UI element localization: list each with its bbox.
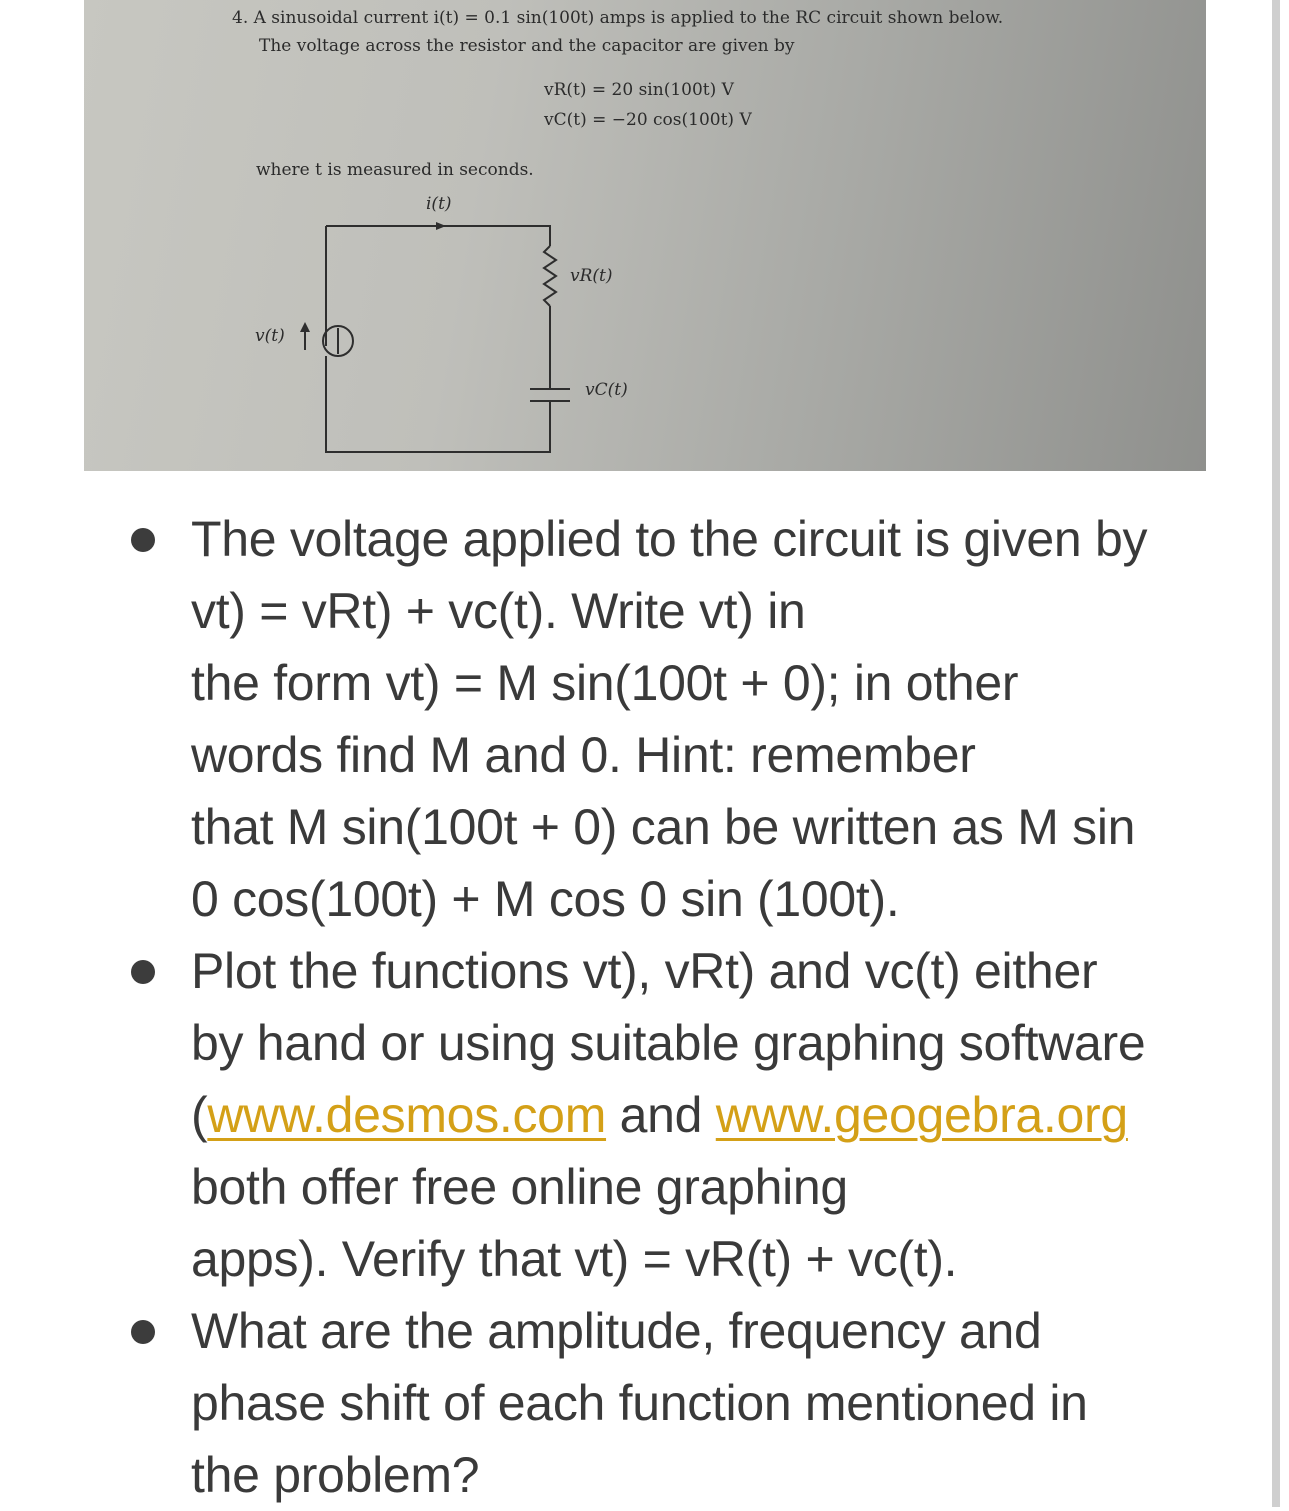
label-source: v(t) [255,326,285,346]
bullet-text [191,935,1266,1295]
text-line: the problem? [191,1447,480,1503]
resistor [544,246,556,306]
text-line: 0 cos(100t) + M cos 0 sin (100t). [191,871,900,927]
bullet-dot [131,960,155,984]
text-line: phase shift of each function mentioned in [191,1375,1088,1431]
equation-vc: vC(t) = −20 cos(100t) V [544,110,752,130]
text-line: that M sin(100t + 0) can be written as M sin [191,799,1136,855]
problem-photo [84,0,1206,471]
bullet-text [191,1295,1266,1511]
text-line: apps). Verify that vt) = vR(t) + vc(t). [191,1231,958,1287]
bottom-wire [326,356,550,452]
rc-circuit-diagram [84,0,1206,471]
label-vc: vC(t) [585,380,628,400]
bullet-text [191,503,1266,935]
where-text: where t is measured in seconds. [256,160,534,180]
bullet-dot [131,1320,155,1344]
text-line: both offer free online graphing [191,1159,848,1215]
geogebra-link[interactable]: www.geogebra.org [715,1087,1128,1143]
label-vr: vR(t) [570,266,613,286]
text-line: What are the amplitude, frequency and [191,1303,1042,1359]
text-line: by hand or using suitable graphing software [191,1015,1146,1071]
scrollbar-track[interactable] [1272,0,1280,1507]
desmos-link[interactable]: www.desmos.com [207,1087,607,1143]
capacitor [530,389,570,401]
text-line: vt) = vRt) + vc(t). Write vt) in [191,583,806,639]
text-line: (www.desmos.com and www.geogebra.org [191,1087,1128,1143]
question-line-1: 4. A sinusoidal current i(t) = 0.1 sin(100t) amps is applied to the RC circuit shown below. [232,8,1004,28]
label-current: i(t) [426,194,452,214]
text-line: the form vt) = M sin(100t + 0); in other [191,655,1019,711]
question-line-2: The voltage across the resistor and the capacitor are given by [259,36,795,56]
text-line: Plot the functions vt), vRt) and vc(t) either [191,943,1098,999]
current-arrow-head [436,222,446,230]
text-line: words find M and 0. Hint: remember [191,727,976,783]
source-arrow-head [300,322,310,332]
equation-vr: vR(t) = 20 sin(100t) V [544,80,734,100]
text-line: The voltage applied to the circuit is given by [191,511,1148,567]
bullet-dot [131,528,155,552]
